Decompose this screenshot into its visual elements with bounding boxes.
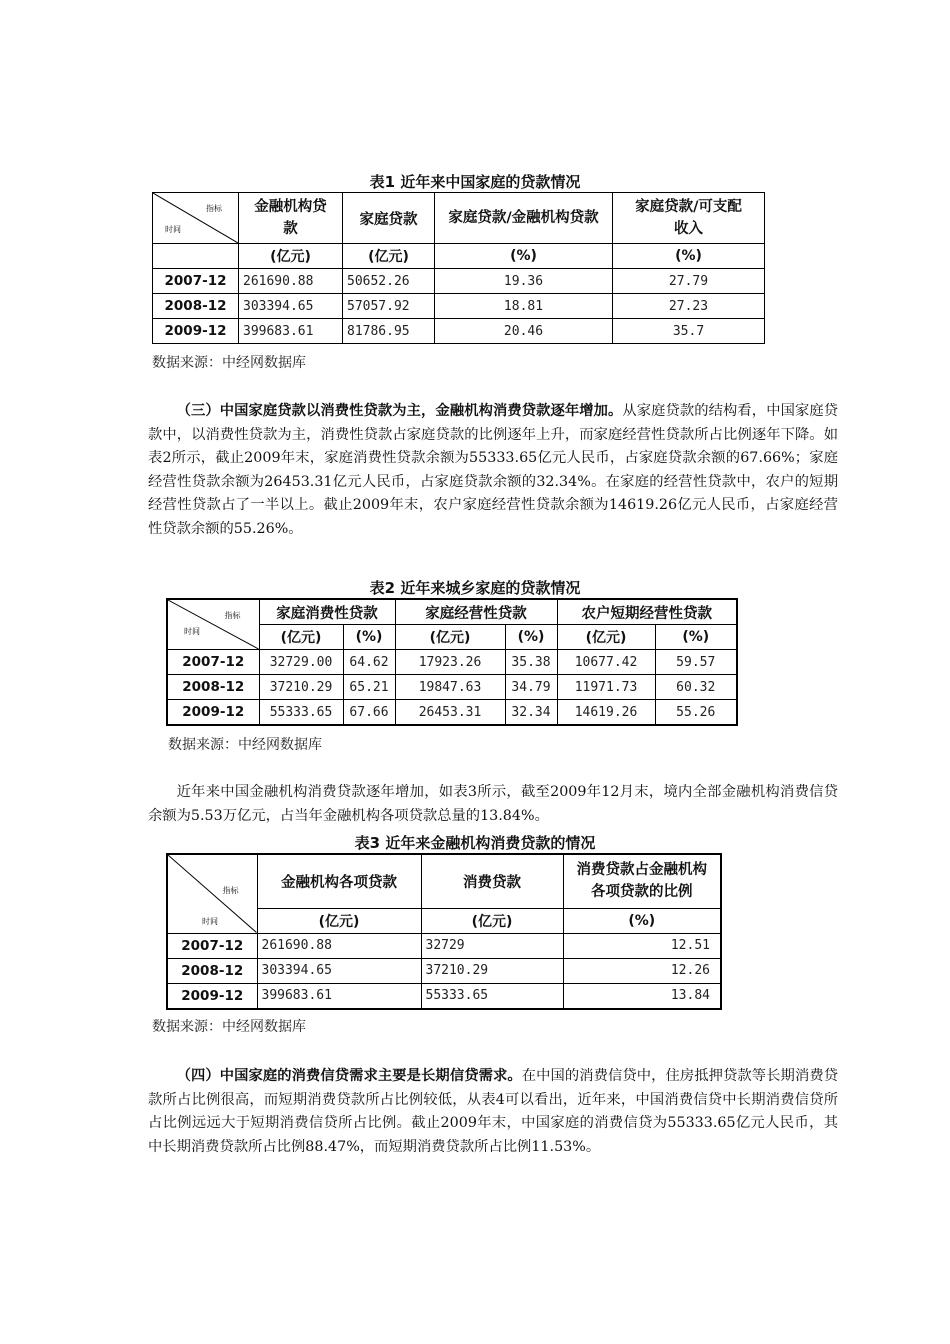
year-cell: 2007-12 [153,269,239,294]
value-cell: 12.26 [563,958,721,983]
unit-cell: (亿元) [259,625,343,650]
section-heading: （四）中国家庭的消费信贷需求主要是长期信贷需求。 [176,1068,522,1084]
column-group-header: 家庭经营性贷款 [395,599,557,625]
value-cell: 55333.65 [421,983,563,1009]
unit-cell: (%) [505,625,557,650]
column-header: 家庭贷款 [343,193,435,244]
value-cell: 59.57 [655,650,737,675]
column-header: 家庭贷款/金融机构贷款 [435,193,613,244]
value-cell: 261690.88 [239,269,343,294]
value-cell: 303394.65 [257,958,421,983]
paragraph-text: 在中国的消费信贷中，住房抵押贷款等长期消费贷款所占比例很高，而短期消费贷款所占比例较低，从表4可以看出，近年来，中国消费信贷中长期消费信贷所占比例远远大于短期消费信贷所占比例。截止2009年末，中国家庭的消费信贷为55333.65亿元人民币，其中长期消费贷款所占比例88.47%，而短期消费贷款所占比例11.53%。 [148,1068,838,1155]
table-row [153,269,765,294]
unit-cell: (%) [655,625,737,650]
value-cell: 55333.65 [259,700,343,726]
value-cell: 55.26 [655,700,737,726]
unit-cell: (亿元) [395,625,505,650]
table3-corner-cell [167,854,257,933]
value-cell: 261690.88 [257,933,421,958]
table3-source: 数据来源：中经网数据库 [152,1019,306,1035]
value-cell: 10677.42 [557,650,655,675]
value-cell: 303394.65 [239,294,343,319]
value-cell: 32.34 [505,700,557,726]
year-cell: 2009-12 [153,319,239,344]
table1-corner-cell [153,193,239,244]
table-row [167,983,721,1009]
table1-caption: 表1 近年来中国家庭的贷款情况 [369,173,581,191]
column-header: 金融机构各项贷款 [257,854,421,908]
table2 [166,598,738,726]
value-cell: 26453.31 [395,700,505,726]
value-cell: 50652.26 [343,269,435,294]
unit-cell: (%) [435,244,613,269]
paragraph-table3-intro [148,781,838,828]
value-cell: 12.51 [563,933,721,958]
value-cell: 18.81 [435,294,613,319]
value-cell: 27.79 [613,269,765,294]
column-group-header: 农户短期经营性贷款 [557,599,737,625]
table-row [153,294,765,319]
unit-cell: (%) [343,625,395,650]
paragraph-text: 从家庭贷款的结构看，中国家庭贷款中，以消费性贷款为主，消费性贷款占家庭贷款的比例逐年上升，而家庭经营性贷款所占比例逐年下降。如表2所示，截止2009年末，家庭消费性贷款余额为55333.65亿元人民币，占家庭贷款余额的67.66%；家庭经营性贷款余额为26453.31亿元人民币，占家庭贷款余额的32.34%。在家庭的经营性贷款中，农户的短期经营性贷款占了一半以上。截止2009年末，农户家庭经营性贷款余额为14619.26亿元人民币，占家庭经营性贷款余额的55.26%。 [148,403,839,537]
value-cell: 35.7 [613,319,765,344]
value-cell: 13.84 [563,983,721,1009]
table-row [167,675,737,700]
paragraph-section-4 [148,1065,838,1159]
table-row [167,700,737,726]
table3-caption: 表3 近年来金融机构消费贷款的情况 [354,834,596,852]
unit-cell: (亿元) [343,244,435,269]
corner-label-time: 时间 [165,225,181,234]
unit-cell: (亿元) [421,908,563,933]
unit-cell: (亿元) [557,625,655,650]
corner-label-indicator: 指标 [222,886,239,895]
table2-corner-cell [167,599,259,650]
year-cell: 2009-12 [167,983,257,1009]
column-header: 消费贷款 [421,854,563,908]
table1 [152,192,765,344]
value-cell: 32729 [421,933,563,958]
table3 [166,853,722,1010]
value-cell: 11971.73 [557,675,655,700]
year-cell: 2009-12 [167,700,259,726]
value-cell: 64.62 [343,650,395,675]
table-row [167,650,737,675]
value-cell: 37210.29 [421,958,563,983]
table1-source: 数据来源：中经网数据库 [152,355,306,371]
value-cell: 17923.26 [395,650,505,675]
unit-cell: (亿元) [239,244,343,269]
value-cell: 19.36 [435,269,613,294]
year-cell: 2008-12 [167,958,257,983]
unit-cell: (%) [563,908,721,933]
unit-cell: (亿元) [257,908,421,933]
corner-label-time: 时间 [202,916,218,926]
table-row [167,933,721,958]
value-cell: 19847.63 [395,675,505,700]
paragraph-section-3 [148,400,838,541]
value-cell: 65.21 [343,675,395,700]
column-header: 家庭贷款/可支配收入 [613,193,765,244]
value-cell: 399683.61 [257,983,421,1009]
year-cell: 2007-12 [167,933,257,958]
value-cell: 399683.61 [239,319,343,344]
table2-caption: 表2 近年来城乡家庭的贷款情况 [369,579,581,597]
value-cell: 35.38 [505,650,557,675]
value-cell: 81786.95 [343,319,435,344]
year-cell: 2007-12 [167,650,259,675]
table2-source: 数据来源：中经网数据库 [168,737,322,753]
value-cell: 67.66 [343,700,395,726]
year-cell: 2008-12 [153,294,239,319]
paragraph-text: 近年来中国金融机构消费贷款逐年增加，如表3所示，截至2009年12月末，境内全部金融机构消费信贷余额为5.53万亿元，占当年金融机构各项贷款总量的13.84%。 [148,784,838,824]
value-cell: 14619.26 [557,700,655,726]
section-heading: （三）中国家庭贷款以消费性贷款为主，金融机构消费贷款逐年增加。 [176,403,623,419]
unit-cell: (%) [613,244,765,269]
blank-cell [153,244,239,269]
column-group-header: 家庭消费性贷款 [259,599,395,625]
corner-label-indicator: 指标 [206,204,222,213]
value-cell: 27.23 [613,294,765,319]
value-cell: 57057.92 [343,294,435,319]
value-cell: 37210.29 [259,675,343,700]
year-cell: 2008-12 [167,675,259,700]
table-row [153,319,765,344]
value-cell: 60.32 [655,675,737,700]
column-header: 金融机构贷款 [239,193,343,244]
corner-label-time: 时间 [184,627,200,636]
table-row [167,958,721,983]
value-cell: 20.46 [435,319,613,344]
column-header: 消费贷款占金融机构各项贷款的比例 [563,854,721,908]
value-cell: 32729.00 [259,650,343,675]
corner-label-indicator: 指标 [224,611,241,620]
value-cell: 34.79 [505,675,557,700]
